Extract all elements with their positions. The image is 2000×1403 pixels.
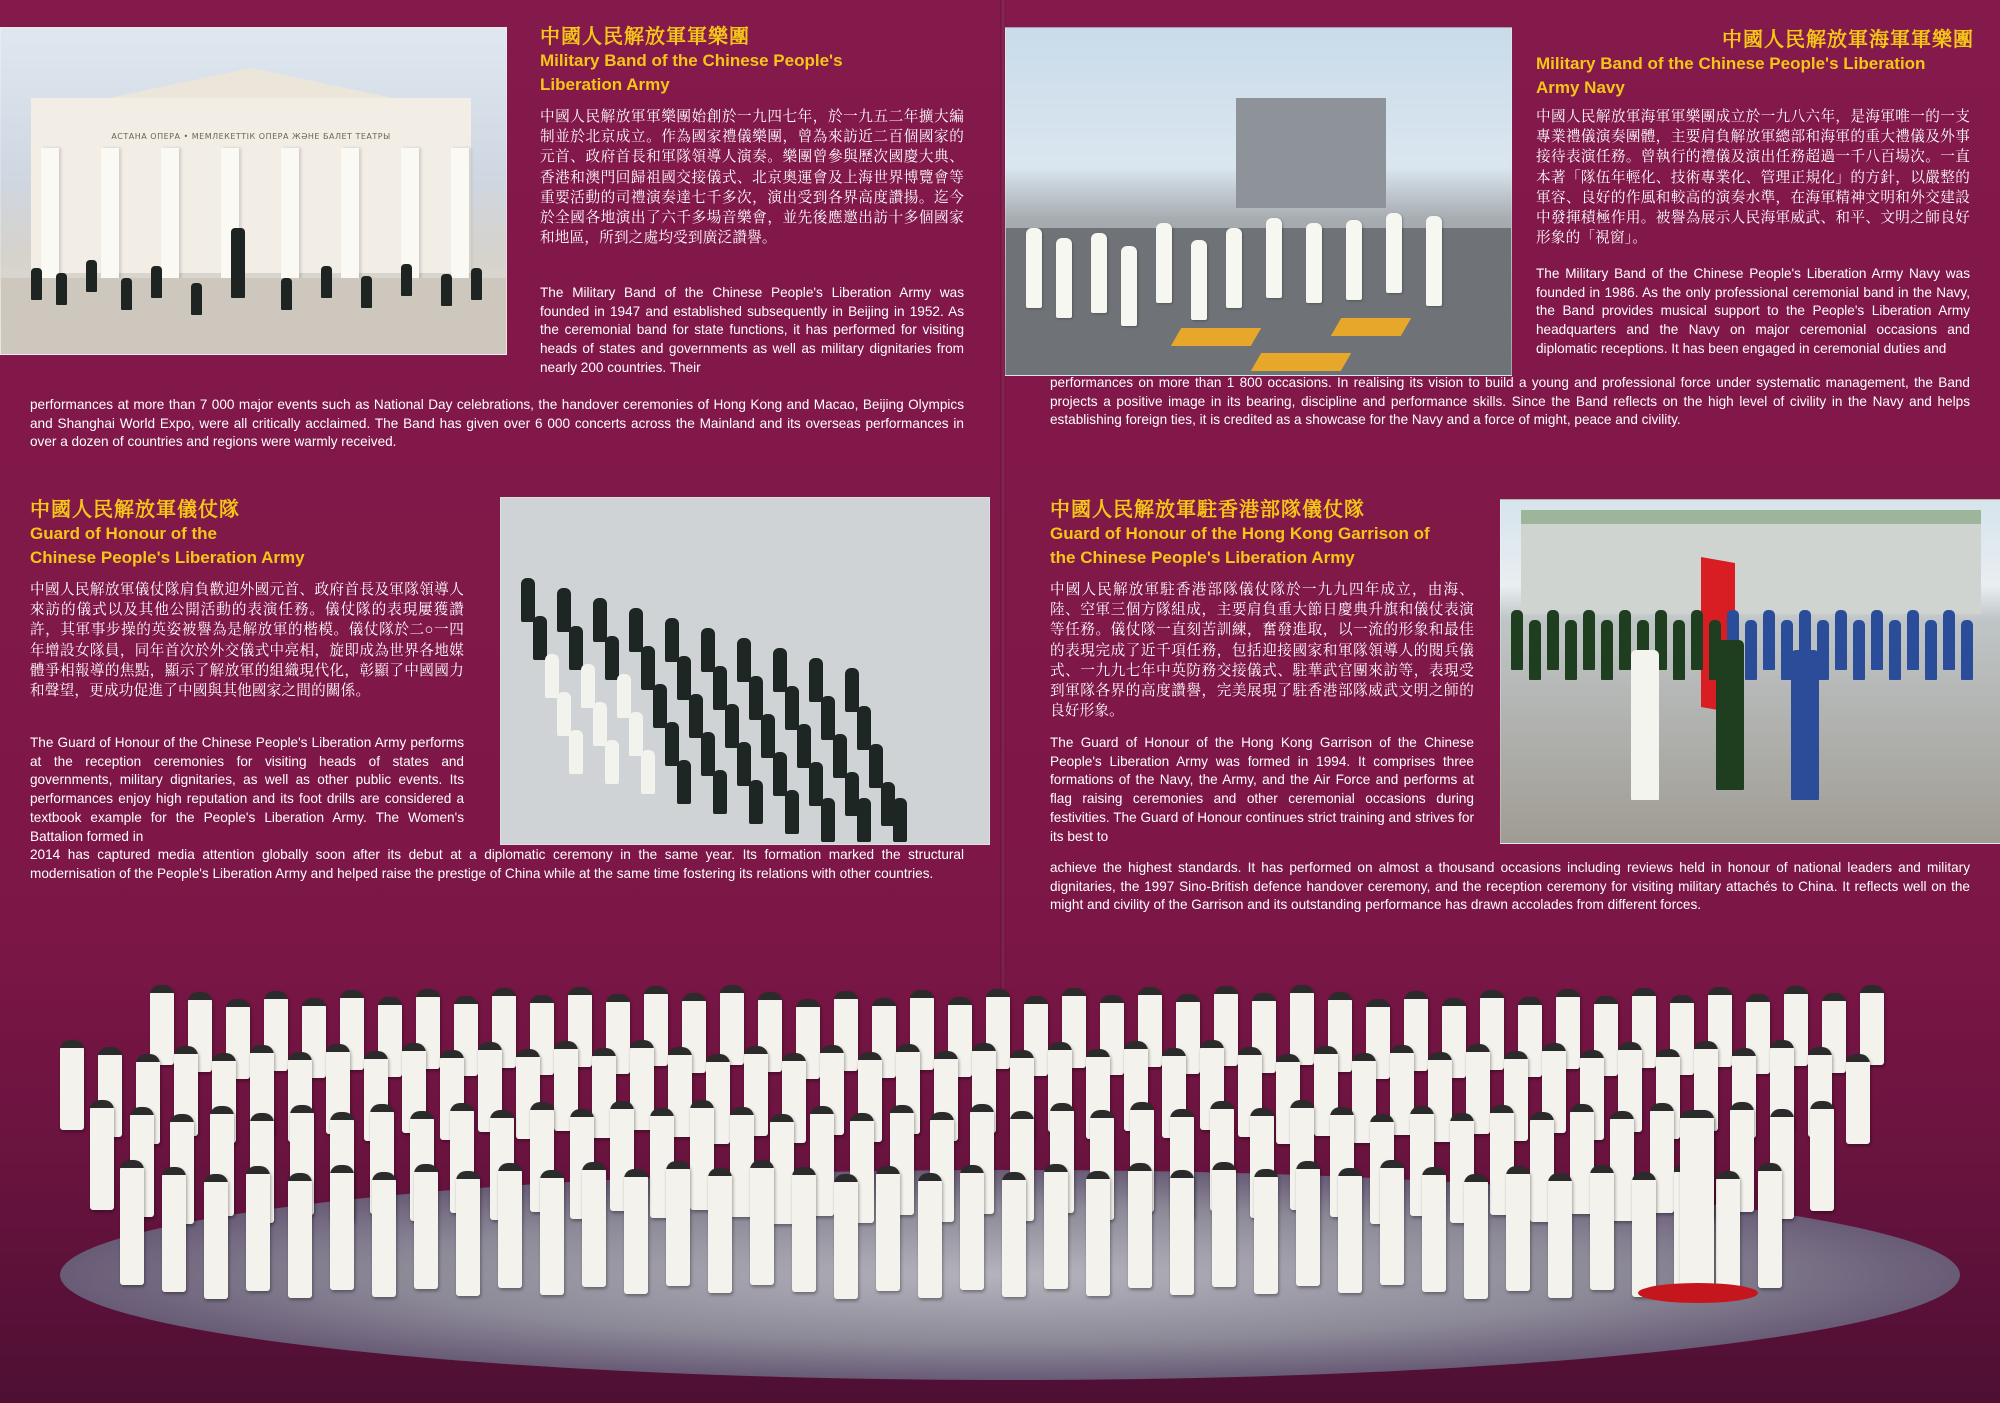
garrison-guard [1889,620,1901,680]
hk-title-en-line2: the Chinese People's Liberation Army [1050,548,1355,567]
garrison-guard [1853,620,1865,680]
marching-guard [737,742,751,786]
band-member [1002,1172,1026,1297]
marching-guard [773,648,787,692]
guard-body-en-part2: 2014 has captured media attention globally soon after its debut at a diplomatic ceremony in the same year. Its formation marked the structural modernisation of the People's Liberation Army and helped raise the prestige of China while at the same time fostering its relations with other countries. [30,847,964,881]
garrison-guard [1763,610,1775,670]
band-member [1290,985,1314,1065]
band-member [960,1165,984,1290]
opera-sign: АСТАНА ОПЕРА • МЕМЛЕКЕТТІК ОПЕРА ЖӘНЕ БАЛЕТ ТЕАТРЫ [111,132,391,141]
photo-guard-marching [500,497,990,845]
marching-guard [581,664,595,708]
band-conductor [231,228,245,298]
navy-title-zh: 中國人民解放軍海軍軍樂團 [1722,29,1974,51]
marching-guard [605,636,619,680]
opera-column [161,148,179,288]
band-member [1422,1167,1446,1292]
garrison-guard [1673,620,1685,680]
band-member [288,1173,312,1298]
marching-guard [713,666,727,710]
navy-musician [1156,223,1172,303]
garrison-guard [1907,610,1919,670]
hk-body-en-part1: The Guard of Honour of the Hong Kong Garrison of the Chinese People's Liberation Army was formed in 1994. It comprises three formations of the Navy, the Army, and the Air Force and performs at flag raising ceremonies and other ceremonial occasions during festivities. The Guard of Honour continues strict training and strives for its best to [1050,735,1474,844]
marching-guard [845,668,859,712]
band-member [498,1163,522,1288]
navy-title-en-line2: Army Navy [1536,78,1625,97]
marching-guard [725,704,739,748]
band-member [414,1164,438,1289]
marching-guard [713,770,727,814]
band-musician [31,268,42,300]
guard-title-en-line2: Chinese People's Liberation Army [30,548,305,567]
marching-guard [773,752,787,796]
marching-guard [749,780,763,824]
band-title-zh: 中國人民解放軍軍樂團 [540,26,750,48]
band-musician [321,266,332,298]
photo-military-band-opera-house [0,27,507,355]
band-member [1716,1171,1740,1296]
band-musician [441,274,452,306]
band-member [1846,1054,1870,1144]
navy-body-en-part2: performances on more than 1 800 occasions. In realising its vision to build a young and professional force under systematic management, the Band projects a positive image in its bearing, discipline and performance skills. Since the Band reflects on the high level of civility in the Navy and helps establishing foreign ties, it is credited as a showcase for the Navy and a force of might, peace and civility. [1050,375,1970,428]
band-member [624,1169,648,1294]
band-musician [121,278,132,310]
band-member [1044,1164,1068,1289]
marching-guard [641,750,655,794]
marching-guard [749,676,763,720]
band-musician [191,283,202,315]
band-member [1758,1163,1782,1288]
garrison-guard [1619,610,1631,670]
band-musician [281,278,292,310]
conductor-podium [1638,1283,1758,1303]
band-member [1128,1163,1152,1288]
band-member [204,1174,228,1299]
guard-body-zh: 中國人民解放軍儀仗隊肩負歡迎外國元首、政府首長及軍隊領導人來訪的儀式以及其他公開活動的表演任務。儀仗隊的表現屢獲讚許，其軍事步操的英姿被譽為是解放軍的楷模。儀仗隊於二○一四年增設女隊員，同年首次於外交儀式中亮相，旋即成為世界各地媒體爭相報導的焦點，顯示了解放軍的組織現代化，彰顯了中國國力和聲望，更成功促進了中國與其他國家之間的關係。 [30,582,464,700]
hk-title-zh: 中國人民解放軍駐香港部隊儀仗隊 [1050,499,1365,521]
garrison-guard [1691,610,1703,670]
garrison-guard [1961,620,1973,680]
navy-musician [1226,228,1242,308]
marching-guard [533,616,547,660]
band-member [540,1170,564,1295]
garrison-guard [1601,620,1613,680]
marching-guard [689,694,703,738]
band-member [1296,1161,1320,1286]
garrison-guard [1871,610,1883,670]
opera-column [101,148,119,288]
band-member [1590,1165,1614,1290]
marching-guard [593,702,607,746]
garrison-guard [1547,610,1559,670]
band-member [1860,985,1884,1065]
marching-guard [641,646,655,690]
photo-hk-garrison-flag [1500,499,2000,844]
opera-column [341,148,359,288]
marching-guard [557,692,571,736]
marching-guard [593,598,607,642]
band-member [456,1171,480,1296]
navy-body-en-part1: The Military Band of the Chinese People's Liberation Army Navy was founded in 1986. As the only professional ceremonial band in the Navy, the Band provides musical support to the People's Liberation Army headquarters and the Navy on major ceremonial occasions and diplomatic receptions. It has been engaged in ceremonial duties and [1536,266,1970,356]
band-member [120,1160,144,1285]
band-member [60,1040,84,1130]
flag-party-guard [1716,640,1744,790]
band-member [666,1161,690,1286]
guard-body-en-part1: The Guard of Honour of the Chinese People's Liberation Army performs at the reception ceremonies for visiting heads of states and governments, military dignitaries, as well as other public events. Its performances enjoy high reputation and its foot drills are considered a textbook example for the People's Liberation Army. The Women's Battalion formed in [30,735,464,844]
marching-guard [569,730,583,774]
flag-party-guard [1631,650,1659,800]
marching-guard [629,608,643,652]
marching-guard [857,706,871,750]
band-member [372,1172,396,1297]
band-member [1254,1169,1278,1294]
band-member [1464,1174,1488,1299]
plaza-ground [1,278,506,354]
band-body-zh: 中國人民解放軍軍樂團始創於一九四七年，於一九五二年擴大編制並於北京成立。作為國家禮儀樂團，曾為來訪近二百個國家的元首、政府首長和軍隊領導人演奏。樂團曾參與歷次國慶大典、香港和澳門回歸祖國交接儀式、北京奧運會及上海世界博覽會等重要活動的司禮演奏達七千多次，演出受到各界高度讚揚。迄今於全國各地演出了六千多場音樂會，並先後應邀出訪十多個國家和地區，所到之處均受到廣泛讚譽。 [540,109,964,247]
marching-guard [761,714,775,758]
marching-guard [857,798,871,842]
hk-body-en-part2: achieve the highest standards. It has performed on almost a thousand occasions including reviews held in honour of national leaders and military dignitaries, the 1997 Sino-British defence handover ceremony, and the reception ceremony for visiting military attachés to China. It reflects well on the might and civility of the Garrison and its outstanding performance has drawn accolades from different forces. [1050,860,1970,913]
band-member [1170,1170,1194,1295]
band-musician [151,266,162,298]
band-member [1086,1171,1110,1296]
opera-column [281,148,299,288]
navy-musician [1266,218,1282,298]
marching-guard [521,578,535,622]
concert-conductor [1680,1110,1714,1290]
marching-guard [569,626,583,670]
carrier-island [1236,98,1386,208]
band-member [162,1167,186,1292]
navy-musician [1191,240,1207,320]
guard-title-en-line1: Guard of Honour of the [30,524,217,543]
flag-party-guard [1791,650,1819,800]
hk-body-zh: 中國人民解放軍駐香港部隊儀仗隊於一九九四年成立，由海、陸、空軍三個方隊組成，主要肩負重大節日慶典升旗和儀仗表演等任務。儀仗隊一直刻苦訓練，奮發進取，以一流的形象和最佳的表現完成了近千項任務，包括迎接國家和軍隊領導人的閱兵儀式、一九九七年中英防務交接儀式、駐華武官團來訪等，表現受到軍隊各界的高度讚譽，完美展現了駐香港部隊威武文明之師的良好形象。 [1050,582,1474,720]
marching-guard [821,798,835,842]
marching-guard [785,790,799,834]
band-member [1212,1162,1236,1287]
garrison-guard [1943,610,1955,670]
hk-title-en-line1: Guard of Honour of the Hong Kong Garrison of [1050,524,1430,543]
band-member [1810,1101,1834,1211]
marching-guard [785,686,799,730]
garrison-guard [1583,610,1595,670]
navy-musician [1121,246,1137,326]
band-member [1632,1172,1656,1297]
band-musician [56,273,67,305]
navy-title-en-line1: Military Band of the Chinese People's Liberation [1536,54,1926,73]
band-member [150,985,174,1065]
marching-guard [677,656,691,700]
marching-guard [677,760,691,804]
marching-guard [653,684,667,728]
navy-musician [1346,220,1362,300]
opera-column [41,148,59,288]
marching-guard [605,740,619,784]
marching-guard [737,638,751,682]
band-musician [401,264,412,296]
marching-guard [557,588,571,632]
garrison-guard [1835,610,1847,670]
barracks-building [1521,510,1981,614]
marching-guard [821,696,835,740]
band-title-en-line1: Military Band of the Chinese People's [540,51,843,70]
navy-musician [1306,223,1322,303]
deck-marking [1171,328,1261,346]
marching-guard [545,654,559,698]
band-member [918,1173,942,1298]
navy-body-zh: 中國人民解放軍海軍軍樂團成立於一九八六年，是海軍唯一的一支專業禮儀演奏團體，主要肩負解放軍總部和海軍的重大禮儀及外事接待表演任務。曾執行的禮儀及演出任務超過一千八百場次。一直本著「隊伍年輕化、技術專業化、管理正規化」的方針，以嚴整的軍容、良好的作風和較高的演奏水準，在海軍精神文明和外交建設中發揮積極作用。被譽為展示人民海軍威武、和平、文明之師良好形象的「視窗」。 [1536,109,1970,247]
deck-marking [1251,353,1351,371]
navy-conductor [1426,216,1442,306]
navy-musician [1056,238,1072,318]
band-member [750,1160,774,1285]
band-member [582,1162,606,1287]
marching-guard [893,798,907,842]
marching-guard [617,674,631,718]
band-body-en-part1: The Military Band of the Chinese People's Liberation Army was founded in 1947 and established subsequently in Beijing in 1952. As the ceremonial band for state functions, it has performed for visiting heads of states and governments as well as military dignitaries from nearly 200 countries. Their [540,285,964,375]
deck-marking [1331,318,1411,336]
band-musician [361,276,372,308]
marching-guard [701,628,715,672]
band-musician [471,268,482,300]
photo-navy-band-carrier [1005,27,1512,376]
band-member [1380,1160,1404,1285]
band-member [1506,1166,1530,1291]
marching-guard [809,762,823,806]
band-musician [86,260,97,292]
marching-guard [809,658,823,702]
garrison-guard [1511,610,1523,670]
band-member [330,1165,354,1290]
navy-musician [1026,228,1042,308]
band-member [708,1168,732,1293]
guard-title-zh: 中國人民解放軍儀仗隊 [30,499,240,521]
marching-guard [833,734,847,778]
marching-guard [665,722,679,766]
marching-guard [665,618,679,662]
navy-musician [1386,213,1402,293]
band-member [834,1174,858,1299]
marching-guard [797,724,811,768]
band-member [876,1166,900,1291]
garrison-guard [1529,620,1541,680]
marching-guard [701,732,715,776]
band-member [1548,1173,1572,1298]
opera-column [451,148,469,288]
band-member [1338,1168,1362,1293]
marching-guard [869,744,883,788]
band-title-en-line2: Liberation Army [540,75,670,94]
band-member [246,1166,270,1291]
marching-guard [629,712,643,756]
band-body-en-part2: performances at more than 7 000 major events such as National Day celebrations, the handover ceremonies of Hong Kong and Macao, Beijing Olympics and Shanghai World Expo, were all critically acclaimed. The Band has given over 6 000 concerts across the Mainland and its overseas performances in over a dozen of countries and regions were warmly received. [30,397,964,450]
navy-musician [1091,233,1107,313]
band-member [720,985,744,1065]
garrison-guard [1925,620,1937,680]
garrison-guard [1565,620,1577,680]
band-member [792,1167,816,1292]
band-member [90,1100,114,1210]
garrison-guard [1745,620,1757,680]
